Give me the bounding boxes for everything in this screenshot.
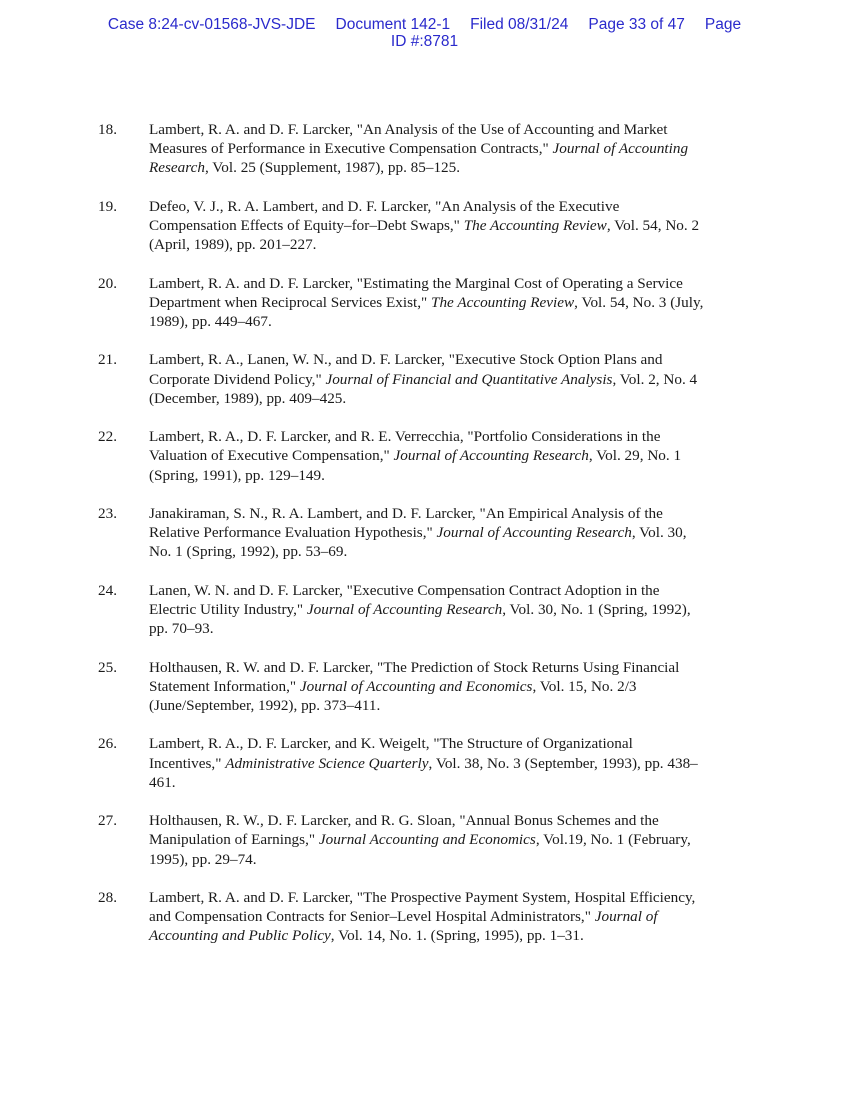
- reference-text: [149, 658, 708, 716]
- reference-number: 25.: [98, 658, 117, 676]
- reference-journal: Journal of Accounting and Economics: [299, 677, 533, 695]
- reference-journal: The Accounting Review: [431, 293, 575, 311]
- reference-item: [98, 274, 708, 332]
- document-number: Document 142-1: [335, 16, 451, 33]
- reference-number: 19.: [98, 197, 117, 215]
- filed-date: Filed 08/31/24: [470, 16, 569, 33]
- reference-text: [149, 581, 708, 639]
- reference-tail: , Vol. 54, No. 3 (July, 1989), pp. 449–467.: [149, 293, 704, 330]
- page-id-label: Page: [704, 16, 742, 33]
- reference-journal: Journal Accounting and Economics: [318, 831, 536, 849]
- reference-lead: Lanen, W. N. and D. F. Larcker, "Executive Compensation Contract Adoption in the Electric Utility Industry,": [149, 581, 660, 618]
- reference-lead: Lambert, R. A., D. F. Larcker, and R. E. Verrecchia, "Portfolio Considerations in the Valuation of Executive Compensation,": [149, 428, 661, 465]
- reference-tail: , Vol. 38, No. 3 (September, 1993), pp. 438–461.: [149, 754, 698, 791]
- reference-text: [149, 504, 708, 562]
- reference-item: [98, 581, 708, 639]
- reference-lead: Janakiraman, S. N., R. A. Lambert, and D. F. Larcker, "An Empirical Analysis of the Relative Performance Evaluation Hypothesis,": [149, 504, 663, 542]
- reference-lead: Lambert, R. A., D. F. Larcker, and K. Weigelt, "The Structure of Organizational Incentives,": [149, 735, 633, 772]
- reference-text: [149, 811, 708, 869]
- reference-tail: , Vol. 30, No. 1 (Spring, 1992), pp. 53–69.: [149, 524, 687, 561]
- reference-number: 26.: [98, 735, 117, 753]
- reference-lead: Holthausen, R. W. and D. F. Larcker, "The Prediction of Stock Returns Using Financial Statement Information,": [149, 658, 680, 695]
- reference-journal: Journal of Accounting Research: [149, 140, 689, 177]
- reference-number: 21.: [98, 351, 117, 369]
- reference-item: [98, 427, 708, 485]
- reference-tail: , Vol. 29, No. 1 (Spring, 1991), pp. 129–149.: [149, 447, 682, 484]
- reference-item: [98, 197, 708, 255]
- reference-journal: The Accounting Review: [463, 217, 607, 234]
- reference-item: [98, 811, 708, 869]
- reference-lead: Lambert, R. A. and D. F. Larcker, "Estimating the Marginal Cost of Operating a Service Department when Reciprocal Services Exist,": [149, 274, 683, 311]
- reference-lead: Holthausen, R. W., D. F. Larcker, and R. G. Sloan, "Annual Bonus Schemes and the Manipulation of Earnings,": [149, 812, 659, 849]
- reference-item: [98, 888, 708, 946]
- reference-lead: Lambert, R. A. and D. F. Larcker, "The Prospective Payment System, Hospital Efficiency, and Compensation Contracts for Senior–Level Hospital Administrators,": [149, 888, 696, 926]
- reference-lead: Lambert, R. A. and D. F. Larcker, "An Analysis of the Use of Accounting and Market Measures of Performance in Executive Compensation Contracts,": [149, 121, 668, 158]
- reference-tail: , Vol. 15, No. 2/3 (June/September, 1992), pp. 373–411.: [149, 677, 637, 714]
- reference-number: 27.: [98, 812, 117, 830]
- reference-number: 18.: [98, 121, 117, 138]
- reference-journal: Journal of Financial and Quantitative Analysis: [325, 370, 613, 388]
- reference-journal: Journal of Accounting and Public Policy: [149, 908, 658, 945]
- reference-tail: , Vol. 25 (Supplement, 1987), pp. 85–125.: [204, 159, 461, 177]
- reference-text: [149, 197, 708, 255]
- reference-item: [98, 350, 708, 408]
- reference-tail: , Vol.19, No. 1 (February, 1995), pp. 29–74.: [149, 831, 691, 868]
- reference-journal: Administrative Science Quarterly: [225, 754, 429, 772]
- page-count: Page 33 of 47: [588, 16, 685, 33]
- reference-lead: Lambert, R. A., Lanen, W. N., and D. F. Larcker, "Executive Stock Option Plans and Corporate Dividend Policy,": [149, 351, 663, 388]
- reference-journal: Journal of Accounting Research: [306, 600, 503, 618]
- reference-item: [98, 504, 708, 562]
- case-header: [0, 16, 849, 50]
- reference-number: 24.: [98, 581, 117, 599]
- reference-number: 20.: [98, 274, 117, 292]
- reference-item: [98, 120, 708, 178]
- reference-journal: Journal of Accounting Research: [393, 447, 589, 465]
- reference-item: [98, 658, 708, 716]
- reference-tail: , Vol. 14, No. 1. (Spring, 1995), pp. 1–31.: [330, 927, 584, 945]
- reference-tail: , Vol. 2, No. 4 (December, 1989), pp. 409–425.: [149, 370, 698, 407]
- reference-text: [149, 120, 708, 178]
- reference-text: [149, 888, 708, 946]
- reference-list: [98, 120, 708, 965]
- reference-text: [149, 734, 708, 792]
- reference-number: 23.: [98, 504, 117, 522]
- case-number: Case 8:24-cv-01568-JVS-JDE: [107, 16, 316, 33]
- case-header-line: [0, 16, 849, 33]
- reference-item: [98, 734, 708, 792]
- reference-journal: Journal of Accounting Research: [436, 524, 632, 542]
- page-id: ID #:8781: [390, 33, 459, 50]
- reference-number: 22.: [98, 428, 117, 446]
- reference-tail: , Vol. 54, No. 2 (April, 1989), pp. 201–227.: [149, 217, 700, 254]
- reference-text: [149, 274, 708, 332]
- reference-lead: Defeo, V. J., R. A. Lambert, and D. F. Larcker, "An Analysis of the Executive Compensation Effects of Equity–for–Debt Swaps,": [149, 197, 620, 234]
- reference-number: 28.: [98, 888, 117, 906]
- reference-tail: , Vol. 30, No. 1 (Spring, 1992), pp. 70–93.: [149, 600, 691, 638]
- reference-text: [149, 427, 708, 485]
- reference-text: [149, 350, 708, 408]
